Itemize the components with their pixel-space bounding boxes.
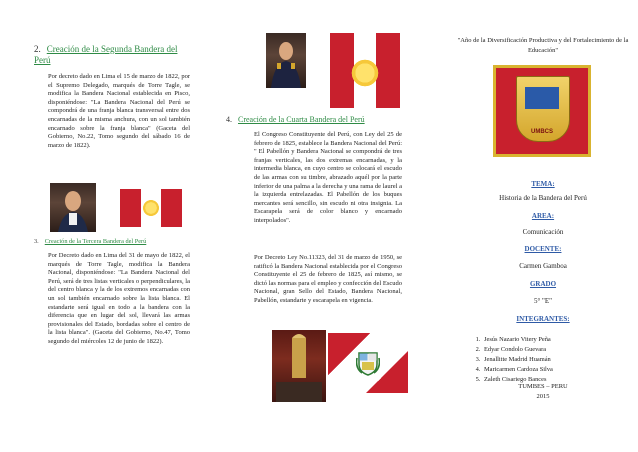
list-item: 3. Jenallitte Madrid Huamán xyxy=(482,355,553,365)
section-4-heading xyxy=(226,115,404,126)
area-value: Comunicación xyxy=(522,228,564,236)
middle-panel xyxy=(226,0,404,452)
grado-label: GRADO xyxy=(529,280,557,288)
torre-tagle-portrait-image xyxy=(50,183,96,232)
year: 2015 xyxy=(536,393,550,400)
list-item: 2. Edyar Condolo Guevara xyxy=(482,345,553,355)
docente-label: DOCENTE: xyxy=(524,245,562,253)
logo-text: UMBCS xyxy=(531,129,553,135)
section-4-body-2: Por Decreto Ley No.11323, del 31 de marzo de 1950, se ratificó la Bandera Nacional establecida por el Congreso Constituyente el 25 de febrero de 1825, así mismo, se dictó las normas para el empleo y confección del Escudo Nacional, gran Sello del Estado, Bandera Nacional, Pabellón, estandarte y escarapela en vigencia. xyxy=(254,254,402,304)
section-3-heading xyxy=(34,238,192,246)
section-2-body: Por decreto dado en Lima el 15 de marzo de 1822, por el Supremo Delegado, marqués de Torre Tagle, se modifica la Bandera Nacional establecida en Pisco, disponiéndose: "La Bandera Nacional del Perú se compondrá de una franja blanca transversal entre dos encarnadas de la misma anchura, con un sol también encarnado sobre la franja blanca" (Gaceta del Gobierno, No.22, Tomo segundo del sábado 16 de marzo de 1822). xyxy=(48,73,190,149)
place: TUMBES – PERU xyxy=(518,383,568,390)
shield-icon xyxy=(516,76,570,142)
section-4-body-1: El Congreso Constituyente del Perú, con Ley del 25 de febrero de 1825, establece la Bandera Nacional del Perú: " El Pabellón y Bandera Nacional se compondrá de tres franjas verticales, las dos extremas encarnadas, y la intermedia blanca, en cuyo centro se colocará el escudo de las armas con su timbre, abrazado aquél por la parte inferior de una palma a la derecha y una rama de laurel a la izquierda entrelazadas. El Pabellón de los buques mercantes será sencillo, sin escudo ni otra insignia. La Escarapela será de color blanco y encarnado interpolados". xyxy=(254,131,402,224)
school-logo xyxy=(493,65,591,157)
right-cover-panel xyxy=(454,0,632,452)
area-label: AREA: xyxy=(531,212,555,220)
year-motto: "Año de la Diversificación Productiva y del Fortalecimiento de la Educación" xyxy=(457,37,629,54)
grado-value: 5° "E" xyxy=(533,297,553,305)
section-2-number: 2. xyxy=(34,44,41,54)
section-2-heading xyxy=(34,44,192,65)
list-item: 5. Zaleth Cisariego Bances xyxy=(482,375,553,385)
tema-label: TEMA: xyxy=(531,180,555,188)
section-3-body: Por Decreto dado en Lima del 31 de mayo de 1822, el marqués de Torre Tagle, modifica la Bandera Nacional, disponiéndose: "La Bandera Nacional del Perú, será de tres listas verticales o perpendiculares, la del centro blanca y la de los extremos encarnadas con un sol también encarnado sobre la lista blanca. El estandarte será igual en todo a la bandera con la diferencia que en lugar del sol, llevará las armas provisionales del Estado, bordadas sobre el centro de la lista blanca". (Gaceta del Gobierno, No.47, Tomo segundo del miércoles 12 de junio de 1822). xyxy=(48,252,190,345)
integrantes-label: INTEGRANTES: xyxy=(516,315,570,323)
sun-emblem-icon xyxy=(350,58,380,88)
list-item: 4. Maricarmen Cardoza Silva xyxy=(482,365,553,375)
members-list xyxy=(468,335,553,385)
coat-of-arms-icon xyxy=(356,350,380,376)
tema-value: Historia de la Bandera del Perú xyxy=(499,194,587,202)
sun-emblem-icon xyxy=(142,199,160,217)
list-item: 1. Jesús Nazario Vitery Peña xyxy=(482,335,553,345)
section-3-number: 3. xyxy=(34,238,39,245)
section-2-title: Creación de la Segunda Bandera del Perú xyxy=(34,44,178,65)
docente-value: Carmen Gamboa xyxy=(519,262,567,270)
congress-hall-image xyxy=(272,330,326,402)
left-panel xyxy=(26,0,192,452)
section-4-number: 4. xyxy=(226,115,232,124)
section-4-title: Creación de la Cuarta Bandera del Perú xyxy=(238,115,365,124)
san-martin-portrait-image xyxy=(266,33,306,88)
section-3-title: Creación de la Tercera Bandera del Perú xyxy=(44,238,147,245)
